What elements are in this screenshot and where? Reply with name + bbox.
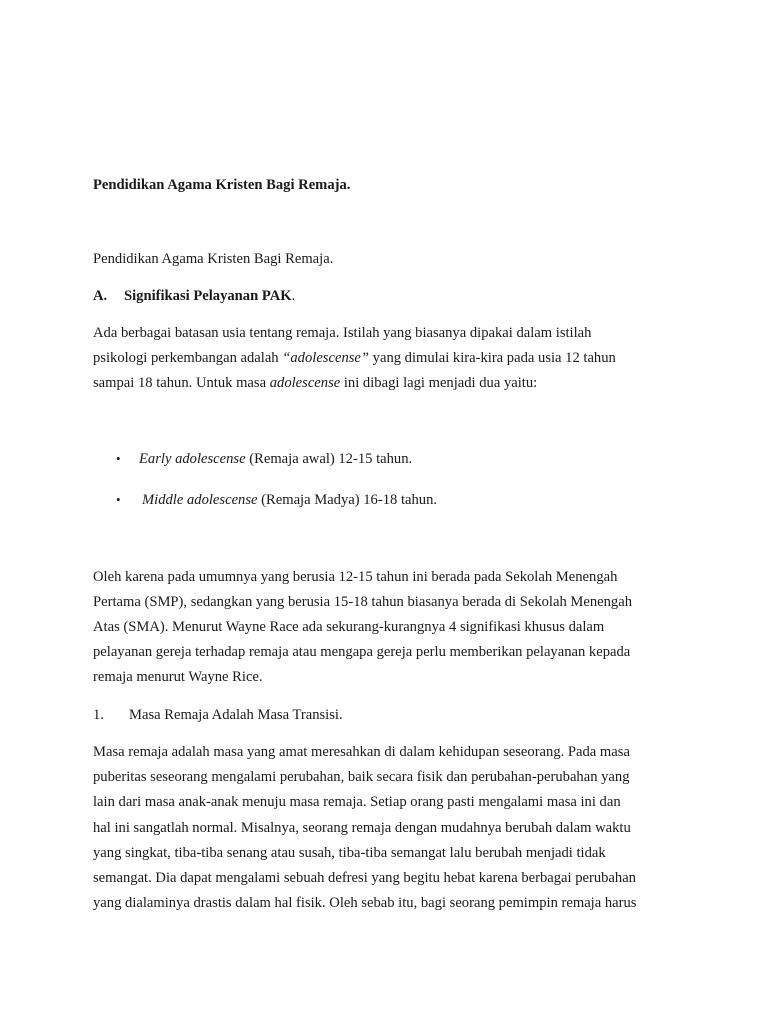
intro-line-3-post: ini dibagi lagi menjadi dua yaitu: <box>340 375 538 391</box>
intro-line-2-italic: “adolescense” <box>282 350 370 366</box>
item-1-number: 1. <box>93 707 104 723</box>
para3-line: Masa remaja adalah masa yang amat meresahkan di dalam kehidupan seseorang. Pada masa <box>93 744 630 760</box>
section-a-title-end: . <box>291 288 296 304</box>
section-a-title: Signifikasi Pelayanan PAK <box>124 288 292 304</box>
intro-line-3 <box>93 376 537 391</box>
intro-line-3-pre: sampai 18 tahun. Untuk masa <box>93 375 270 391</box>
para3-line: yang singkat, tiba-tiba senang atau susah, tiba-tiba semangat lalu berubah menjadi tidak <box>93 845 606 861</box>
document-subtitle: Pendidikan Agama Kristen Bagi Remaja. <box>93 251 334 267</box>
bullet-marker: • <box>116 451 121 466</box>
para3-line: hal ini sangatlah normal. Misalnya, seorang remaja dengan mudahnya berubah dalam waktu <box>93 820 631 836</box>
bullet-item-early-italic: Early adolescense <box>139 451 246 467</box>
document-title: Pendidikan Agama Kristen Bagi Remaja. <box>93 177 351 193</box>
para2-line: Oleh karena pada umumnya yang berusia 12-15 tahun ini berada pada Sekolah Menengah <box>93 569 618 585</box>
para2-line: Atas (SMA). Menurut Wayne Race ada sekurang-kurangnya 4 signifikasi khusus dalam <box>93 619 605 635</box>
para3-line: semangat. Dia dapat mengalami sebuah defresi yang begitu hebat karena berbagai perubahan <box>93 870 636 886</box>
intro-line-1: Ada berbagai batasan usia tentang remaja. Istilah yang biasanya dipakai dalam istilah <box>93 325 592 341</box>
para3-line: lain dari masa anak-anak menuju masa remaja. Setiap orang pasti mengalami masa ini dan <box>93 794 621 810</box>
para2-line: remaja menurut Wayne Rice. <box>93 669 263 685</box>
para2-line: Pertama (SMP), sedangkan yang berusia 15-18 tahun biasanya berada di Sekolah Menengah <box>93 594 633 610</box>
section-a-number: A. <box>93 288 108 304</box>
bullet-item-middle-italic: Middle adolescense <box>142 492 258 508</box>
bullet-item-middle-rest: (Remaja Madya) 16-18 tahun. <box>257 492 438 508</box>
section-a-heading <box>124 289 295 304</box>
item-1-title: Masa Remaja Adalah Masa Transisi. <box>129 707 343 723</box>
intro-line-2 <box>93 351 616 366</box>
bullet-item-early-rest: (Remaja awal) 12-15 tahun. <box>245 451 413 467</box>
intro-line-2-pre: psikologi perkembangan adalah <box>93 350 283 366</box>
para3-line: yang dialaminya drastis dalam hal fisik. Oleh sebab itu, bagi seorang pemimpin remaja harus <box>93 895 637 911</box>
bullet-item-middle <box>142 493 437 508</box>
intro-line-3-italic: adolescense <box>269 375 341 391</box>
bullet-marker: • <box>116 492 121 507</box>
intro-line-2-post: yang dimulai kira-kira pada usia 12 tahun <box>369 350 616 366</box>
bullet-item-early <box>139 452 412 467</box>
para2-line: pelayanan gereja terhadap remaja atau mengapa gereja perlu memberikan pelayanan kepada <box>93 644 631 660</box>
para3-line: puberitas seseorang mengalami perubahan, baik secara fisik dan perubahan-perubahan yang <box>93 769 630 785</box>
